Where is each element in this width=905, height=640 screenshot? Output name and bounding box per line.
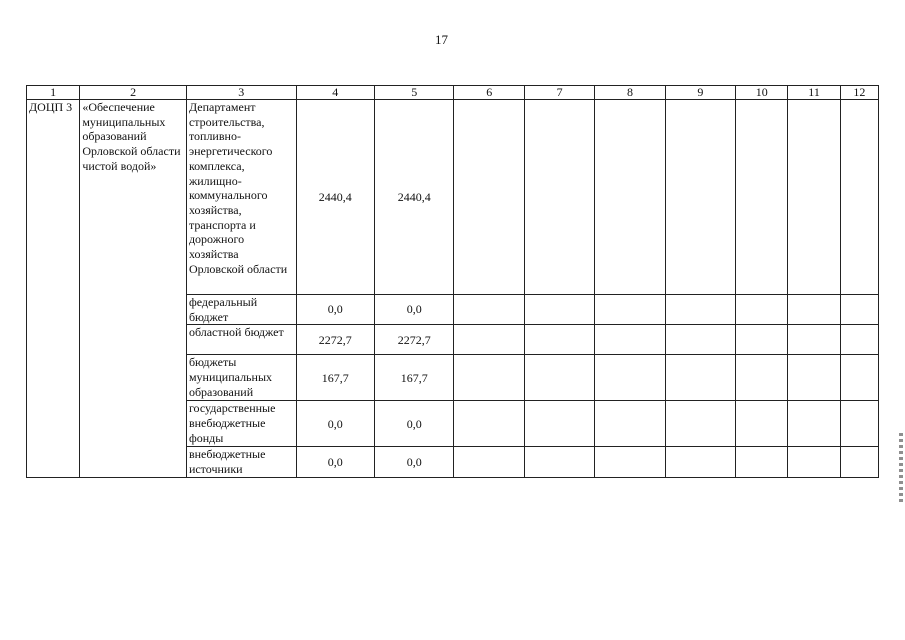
cell-empty [788,401,840,447]
cell-empty [736,401,788,447]
page-number: 17 [435,32,448,47]
cell-empty [788,100,840,295]
cell-empty [524,325,594,355]
cell-empty [524,295,594,325]
cell-empty [595,100,665,295]
cell-empty [665,355,735,401]
cell-empty [595,447,665,477]
cell-col5: 0,0 [375,401,454,447]
cell-empty [788,355,840,401]
cell-empty [840,355,878,401]
column-header-7: 7 [524,86,594,100]
cell-col5: 0,0 [375,295,454,325]
column-header-3: 3 [186,86,296,100]
cell-col4: 0,0 [296,295,374,325]
cell-empty [454,447,524,477]
cell-empty [736,295,788,325]
cell-empty [524,447,594,477]
cell-empty [454,295,524,325]
cell-empty [788,325,840,355]
program-code: ДОЦП 3 [27,100,80,478]
cell-empty [665,295,735,325]
cell-empty [665,100,735,295]
column-header-1: 1 [27,86,80,100]
row-label: федеральный бюджет [186,295,296,325]
budget-table [26,85,879,478]
cell-empty [840,401,878,447]
cell-empty [840,295,878,325]
column-header-8: 8 [595,86,665,100]
column-header-9: 9 [665,86,735,100]
cell-empty [595,355,665,401]
cell-col5: 167,7 [375,355,454,401]
column-header-5: 5 [375,86,454,100]
cell-col4: 2440,4 [296,100,374,295]
table-row [27,100,879,295]
cell-col5: 2272,7 [375,325,454,355]
column-header-4: 4 [296,86,374,100]
column-header-2: 2 [80,86,187,100]
cell-empty [736,325,788,355]
cell-empty [524,355,594,401]
cell-empty [840,325,878,355]
cell-col5: 2440,4 [375,100,454,295]
cell-col4: 2272,7 [296,325,374,355]
scan-edge-mark [899,433,903,503]
cell-empty [736,355,788,401]
cell-empty [665,401,735,447]
cell-empty [524,401,594,447]
cell-empty [524,100,594,295]
cell-empty [788,295,840,325]
row-label: бюджеты муниципальных образований [186,355,296,401]
header-row [27,86,879,100]
cell-empty [665,325,735,355]
row-label: областной бюджет [186,325,296,355]
cell-col5: 0,0 [375,447,454,477]
column-header-11: 11 [788,86,840,100]
cell-col4: 0,0 [296,447,374,477]
row-label: государственные внебюджетные фонды [186,401,296,447]
cell-empty [736,100,788,295]
program-name: «Обеспечение муниципальных образований Орловской области чистой водой» [80,100,187,478]
cell-empty [454,100,524,295]
column-header-6: 6 [454,86,524,100]
cell-empty [454,401,524,447]
row-label: Департамент строительства, топливно-энергетического комплекса, жилищно-коммунального хозяйства, транспорта и дорожного хозяйства Орловской области [186,100,296,295]
cell-empty [840,447,878,477]
cell-empty [454,325,524,355]
row-label: внебюджетные источники [186,447,296,477]
cell-empty [840,100,878,295]
cell-empty [736,447,788,477]
cell-col4: 167,7 [296,355,374,401]
cell-empty [788,447,840,477]
cell-empty [665,447,735,477]
cell-empty [454,355,524,401]
cell-col4: 0,0 [296,401,374,447]
column-header-12: 12 [840,86,878,100]
cell-empty [595,295,665,325]
cell-empty [595,325,665,355]
column-header-10: 10 [736,86,788,100]
cell-empty [595,401,665,447]
